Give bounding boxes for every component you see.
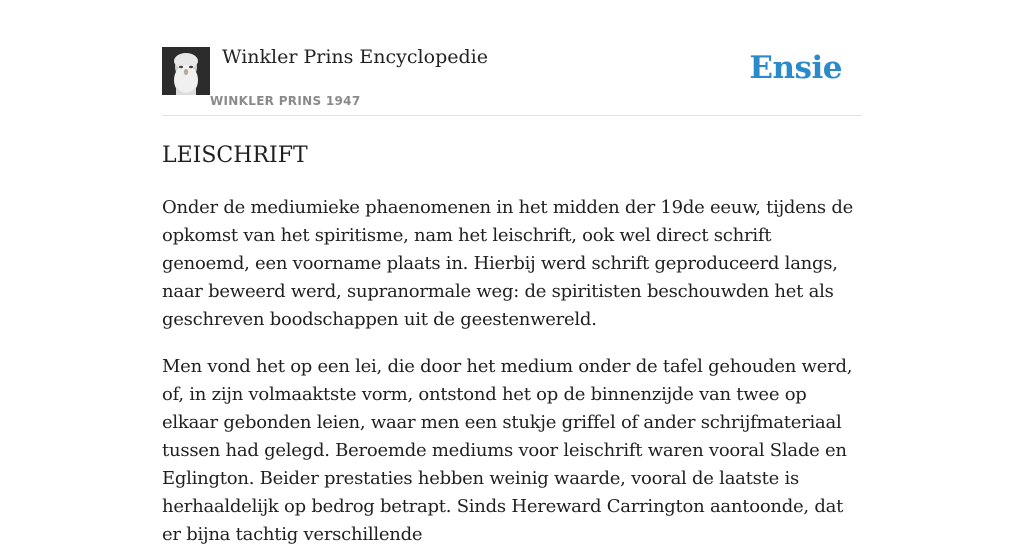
article-title: LEISCHRIFT bbox=[162, 143, 308, 168]
portrait-icon bbox=[162, 47, 210, 95]
avatar bbox=[162, 47, 210, 95]
page bbox=[162, 0, 862, 545]
article-paragraph: Onder de mediumieke phaenomenen in het midden der 19de eeuw, tijdens de opkomst van het spiritisme, nam het leischrift, ook wel direct schrift genoemd, een voorname plaats in. Hierbij werd schrift geproduceerd langs, naar beweerd werd, supranormale weg: de spiritisten beschouwden het als geschreven boodschappen uit de geestenwereld. bbox=[162, 197, 854, 330]
site-header bbox=[162, 0, 862, 116]
site-name[interactable]: Winkler Prins Encyclopedie bbox=[222, 46, 488, 68]
edition-label[interactable]: WINKLER PRINS 1947 bbox=[210, 94, 361, 108]
brand-logo-link[interactable]: Ensie bbox=[749, 50, 842, 86]
article-paragraph: Men vond het op een lei, die door het medium onder de tafel gehouden werd, of, in zijn volmaaktste vorm, ontstond het op de binnenzijde van twee op elkaar gebonden leien, waar men een stukje griffel of ander schrijfmateriaal tussen had gelegd. Beroemde mediums voor leischrift waren vooral Slade en Eglington. Beider prestaties hebben weinig waarde, vooral de laatste is herhaaldelijk op bedrog betrapt. Sinds Hereward Carrington aantoonde, dat er bijna tachtig verschillende bbox=[162, 356, 853, 545]
